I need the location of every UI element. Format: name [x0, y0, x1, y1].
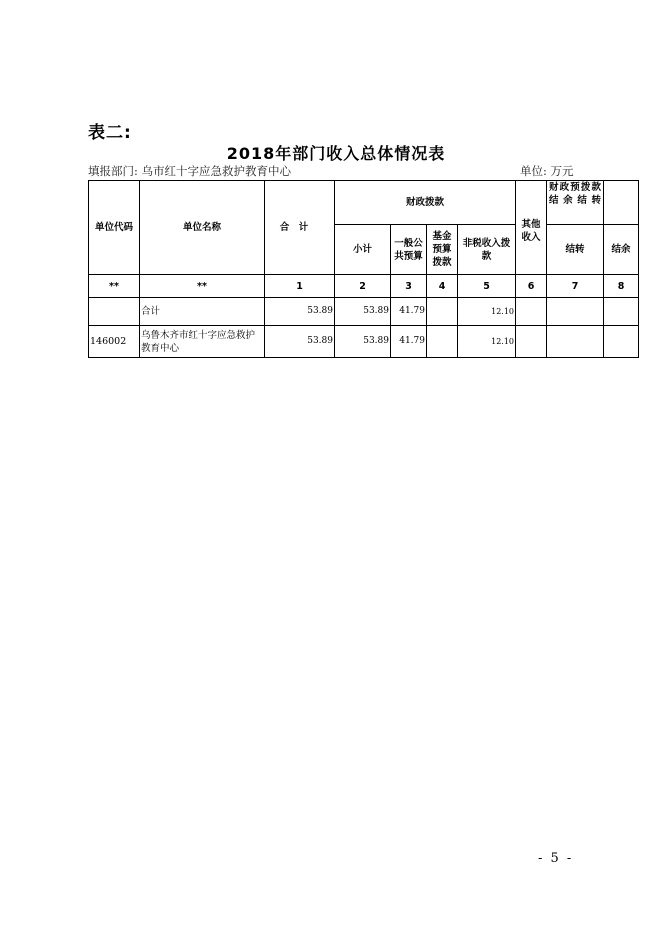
cell-code: 146002: [89, 326, 140, 358]
report-title: 2018年部门收入总体情况表: [226, 144, 446, 163]
table-row: [89, 298, 639, 326]
cell-surplus: [604, 326, 639, 358]
cell-name: 乌鲁木齐市红十字应急救护教育中心: [140, 326, 265, 358]
header-unit-name: 单位名称: [140, 181, 265, 275]
meta-line: [88, 163, 638, 179]
header-blank-cell: [604, 181, 639, 225]
cell-total: 53.89: [265, 298, 335, 326]
index-cell: 7: [547, 275, 604, 298]
header-carryover: 结转: [547, 225, 604, 275]
cell-non-tax-income: 12.10: [458, 298, 516, 326]
cell-general-public-budget: 41.79: [391, 326, 427, 358]
unit-label: 单位: 万元: [520, 164, 574, 178]
header-fiscal-carryover-surplus: 财政预拨款结余结转: [547, 181, 604, 225]
header-unit-code: 单位代码: [89, 181, 140, 275]
header-non-tax-income: 非税收入拨款: [458, 225, 516, 275]
cell-other-income: [516, 298, 547, 326]
cell-name: 合计: [140, 298, 265, 326]
index-cell: 8: [604, 275, 639, 298]
table-row: [89, 326, 639, 358]
header-fiscal-allocation: 财政拨款: [335, 181, 516, 225]
index-cell: 3: [391, 275, 427, 298]
header-fund-budget: 基金预算拨款: [427, 225, 458, 275]
header-surplus: 结余: [604, 225, 639, 275]
cell-fund-budget: [427, 326, 458, 358]
cell-fund-budget: [427, 298, 458, 326]
header-general-public-budget: 一般公共预算: [391, 225, 427, 275]
cell-other-income: [516, 326, 547, 358]
page-label: 表二:: [88, 123, 132, 143]
cell-subtotal: 53.89: [335, 326, 391, 358]
cell-code: [89, 298, 140, 326]
reporting-unit: 填报部门: 乌市红十字应急救护教育中心: [88, 164, 292, 178]
index-cell: 6: [516, 275, 547, 298]
header-other-income: 其他收入: [516, 181, 547, 275]
income-table: [88, 180, 639, 358]
cell-carryover: [547, 298, 604, 326]
page-number: - 5 -: [538, 851, 574, 866]
index-cell: 2: [335, 275, 391, 298]
index-cell: 5: [458, 275, 516, 298]
cell-general-public-budget: 41.79: [391, 298, 427, 326]
cell-carryover: [547, 326, 604, 358]
cell-surplus: [604, 298, 639, 326]
index-cell: 1: [265, 275, 335, 298]
header-total: 合 计: [265, 181, 335, 275]
cell-total: 53.89: [265, 326, 335, 358]
cell-non-tax-income: 12.10: [458, 326, 516, 358]
cell-subtotal: 53.89: [335, 298, 391, 326]
index-cell: **: [140, 275, 265, 298]
header-subtotal: 小计: [335, 225, 391, 275]
index-cell: **: [89, 275, 140, 298]
index-cell: 4: [427, 275, 458, 298]
index-row: [89, 275, 639, 298]
